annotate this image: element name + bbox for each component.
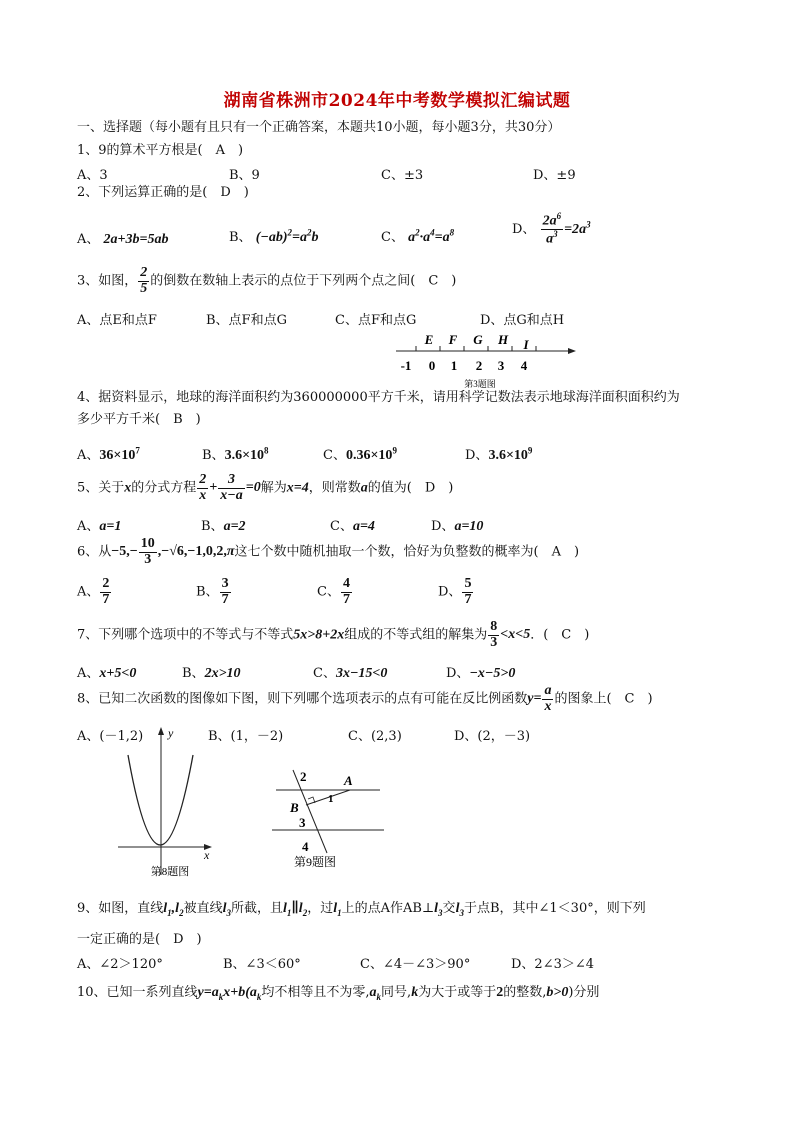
q4-option-c-label: C、 bbox=[323, 448, 346, 463]
q9-stem-pre: 9、如图，直线 bbox=[77, 901, 164, 916]
q10-line-equation: $y=a_kx+b(a_k$ bbox=[197, 985, 262, 1002]
q2-option-b-math: $(-ab)^2=a^2b$ bbox=[255, 227, 319, 245]
q2-stem: 2、下列运算正确的是( D ) bbox=[77, 185, 249, 200]
angle-4-label: 4 bbox=[302, 839, 309, 854]
tick-label-neg1: -1 bbox=[400, 358, 412, 373]
q9-line-l3: $l_3$ bbox=[222, 901, 231, 918]
q9-stem-mid3: ，过 bbox=[307, 901, 334, 916]
point-i-label: I bbox=[523, 337, 529, 352]
figure9-caption: 第9题图 bbox=[293, 855, 337, 869]
q8-stem bbox=[77, 684, 653, 714]
q5-stem-mid2: 解为 bbox=[260, 480, 287, 496]
q5-option-d bbox=[431, 515, 483, 535]
q6-stem-pre: 6、从 bbox=[77, 544, 112, 560]
tick-label-1: 1 bbox=[450, 358, 458, 373]
q2-option-b bbox=[229, 226, 319, 246]
q5-equation: $\frac{2}{x}$ + $\frac{3}{x-a}$ =0 bbox=[199, 472, 261, 503]
point-g-label: G bbox=[473, 332, 483, 347]
angle-1-label: 1 bbox=[328, 793, 334, 805]
tick-label-3: 3 bbox=[497, 358, 505, 373]
number-line-figure bbox=[390, 330, 590, 392]
q4-option-b-label: B、 bbox=[202, 448, 225, 463]
q6-option-d bbox=[438, 577, 474, 607]
q10-ak: $a_k$ bbox=[369, 985, 382, 1002]
q3-option-d: D、点G和点H bbox=[480, 313, 565, 328]
q2-option-d bbox=[512, 212, 591, 248]
q6-option-d-math: $\frac{5}{7}$ bbox=[464, 576, 472, 607]
q1-option-c: C、±3 bbox=[381, 168, 424, 183]
q6-option-a-label: A、 bbox=[77, 584, 100, 600]
q3-stem bbox=[77, 266, 456, 296]
q6-option-a-math: $\frac{2}{7}$ bbox=[102, 576, 110, 607]
q3-fraction: $\frac{2}{5}$ bbox=[140, 265, 148, 296]
q6-stem bbox=[77, 537, 579, 567]
point-a-label: A bbox=[344, 773, 353, 788]
q4-option-c bbox=[323, 444, 397, 464]
x-axis-label: x bbox=[204, 848, 210, 862]
q3-stem-pre: 3、如图， bbox=[77, 273, 138, 289]
q9-option-b: B、∠3＜60° bbox=[223, 957, 301, 972]
number-line-arrow bbox=[568, 348, 576, 354]
q7-option-d-label: D、 bbox=[446, 666, 470, 681]
q5-solution: x=4 bbox=[286, 480, 309, 496]
q5-stem-post: 的值为( D ) bbox=[367, 480, 454, 496]
q9-stem-line1 bbox=[77, 900, 646, 919]
q8-function: y= $\frac{a}{x}$ bbox=[527, 683, 552, 714]
q9-stem-mid4: 上的点A作AB⊥ bbox=[341, 901, 435, 916]
q7-option-c-label: C、 bbox=[313, 666, 336, 681]
q5-option-a bbox=[77, 515, 121, 535]
q7-solution-set: $\frac{8}{3}$ <x<5 bbox=[490, 619, 531, 650]
point-h-label: H bbox=[497, 332, 509, 347]
q6-option-b bbox=[196, 577, 232, 607]
q7-stem-post: ．( C ) bbox=[530, 627, 590, 643]
q3-option-a: A、点E和点F bbox=[77, 313, 157, 328]
q3-option-b: B、点F和点G bbox=[206, 313, 287, 328]
q1-stem: 1、9的算术平方根是( A ) bbox=[77, 143, 244, 158]
q4-option-b-math: $3.6\times 10^8$ bbox=[224, 445, 269, 463]
q9-line-l3-b: $l_3$ bbox=[434, 901, 443, 918]
q10-stem-mid2: 同号, bbox=[381, 985, 412, 1000]
q5-option-c bbox=[330, 515, 375, 535]
q7-option-a-math: x+5<0 bbox=[99, 666, 137, 681]
q9-option-a: A、∠2＞120° bbox=[77, 957, 163, 972]
q3-option-c: C、点F和点G bbox=[335, 313, 417, 328]
q9-stem-mid2: 所截，且 bbox=[230, 901, 283, 916]
q6-option-b-math: $\frac{3}{7}$ bbox=[221, 576, 229, 607]
point-b-label: B bbox=[290, 800, 299, 815]
q2-option-d-label: D、 bbox=[512, 222, 536, 238]
q5-option-d-label: D、 bbox=[431, 519, 455, 534]
q5-option-c-math: a=4 bbox=[352, 519, 375, 534]
q5-var-a: a bbox=[360, 480, 368, 496]
q4-option-d-math: $3.6\times 10^9$ bbox=[488, 445, 533, 463]
q5-stem bbox=[77, 473, 453, 503]
q9-stem-line2: 一定正确的是( D ) bbox=[77, 932, 202, 947]
y-axis-label: y bbox=[168, 726, 174, 740]
q8-stem-pre: 8、已知二次函数的图像如下图，则下列哪个选项表示的点有可能在反比例函数 bbox=[77, 691, 528, 707]
q9-option-d: D、2∠3＞∠4 bbox=[511, 957, 595, 972]
q6-option-c-math: $\frac{4}{7}$ bbox=[342, 576, 350, 607]
q10-stem-mid3: 为大于或等于 bbox=[418, 985, 497, 1000]
q2-option-d-math: $\frac{2a^6}{a^3}$ $=2a^3$ bbox=[542, 211, 591, 247]
q7-stem-pre: 7、下列哪个选项中的不等式与不等式 bbox=[77, 627, 294, 643]
q4-option-c-math: $0.36\times 10^9$ bbox=[345, 445, 397, 463]
q2-option-c-label: C、 bbox=[381, 230, 404, 245]
q10-stem bbox=[77, 984, 599, 1003]
angle-3-label: 3 bbox=[299, 815, 306, 830]
q4-option-d bbox=[465, 444, 532, 464]
q3-stem-post: 的倒数在数轴上表示的点位于下列两个点之间( C ) bbox=[150, 273, 457, 289]
q8-option-a: A、(－1,2) bbox=[77, 729, 144, 744]
q1-option-b: B、9 bbox=[229, 168, 260, 183]
q10-stem-mid4: 的整数, bbox=[503, 985, 547, 1000]
q7-option-b bbox=[182, 662, 241, 682]
point-e-label: E bbox=[424, 332, 434, 347]
q10-k: k bbox=[411, 985, 419, 1000]
y-axis-arrow bbox=[158, 727, 164, 735]
q8-option-b: B、(1，－2) bbox=[208, 729, 284, 744]
q7-option-c bbox=[313, 662, 387, 682]
q7-option-d-math: −x−5>0 bbox=[469, 666, 516, 681]
q7-stem bbox=[77, 620, 589, 650]
q4-option-b bbox=[202, 444, 269, 464]
q10-stem-post: )分别 bbox=[568, 985, 600, 1000]
q9-lines-l1-l2: $l_1,l_2$ bbox=[163, 901, 184, 918]
section-heading: 一、选择题（每小题有且只有一个正确答案，本题共10小题，每小题3分，共30分） bbox=[77, 120, 561, 135]
q7-option-d bbox=[446, 662, 515, 682]
q5-option-d-math: a=10 bbox=[454, 519, 484, 534]
figure8-caption: 第8题图 bbox=[150, 866, 190, 878]
q10-b-positive: b>0 bbox=[546, 985, 569, 1000]
page-title: 湖南省株洲市2024年中考数学模拟汇编试题 bbox=[223, 91, 571, 111]
q8-stem-post: 的图象上( C ) bbox=[554, 691, 653, 707]
q9-stem-mid5: 交 bbox=[442, 901, 456, 916]
q9-parallel: $l_1\parallel l_2$ bbox=[282, 901, 308, 918]
parabola-figure bbox=[112, 725, 222, 885]
q9-line-l3-c: $l_3$ bbox=[455, 901, 464, 918]
q10-two: 2 bbox=[496, 985, 504, 1000]
q4-option-a bbox=[77, 444, 140, 464]
q10-stem-pre: 10、已知一系列直线 bbox=[77, 985, 198, 1000]
q6-option-b-label: B、 bbox=[196, 584, 219, 600]
q4-option-a-label: A、 bbox=[77, 448, 100, 463]
q6-stem-post: 这七个数中随机抽取一个数，恰好为负整数的概率为( A ) bbox=[234, 544, 580, 560]
q8-option-d: D、(2，－3) bbox=[454, 729, 531, 744]
q5-var-x: x bbox=[124, 480, 132, 496]
q7-option-a-label: A、 bbox=[77, 666, 100, 681]
q7-inequality: 5x>8+2x bbox=[293, 627, 345, 643]
tick-label-0: 0 bbox=[428, 358, 436, 373]
q7-option-b-label: B、 bbox=[182, 666, 205, 681]
q4-stem-line1: 4、据资料显示，地球的海洋面积约为360000000平方千米，请用科学记数法表示地球海洋面积面积约为 bbox=[77, 390, 680, 405]
q4-stem-line2: 多少平方千米( B ) bbox=[77, 412, 201, 427]
q5-option-b-math: a=2 bbox=[223, 519, 246, 534]
point-f-label: F bbox=[448, 332, 458, 347]
q9-stem-post: 于点B，其中∠1＜30°，则下列 bbox=[463, 901, 646, 916]
q8-option-c: C、(2,3) bbox=[348, 729, 402, 744]
q4-option-a-math: $36\times 10^7$ bbox=[99, 445, 140, 463]
q2-option-a-label: A、 bbox=[77, 232, 100, 247]
q2-option-c bbox=[381, 226, 454, 246]
q10-stem-mid1: 均不相等且不为零, bbox=[261, 985, 370, 1000]
q6-option-d-label: D、 bbox=[438, 584, 462, 600]
tick-label-2: 2 bbox=[475, 358, 483, 373]
q7-option-b-math: 2x>10 bbox=[204, 666, 241, 681]
q5-option-a-math: a=1 bbox=[99, 519, 122, 534]
q6-option-a bbox=[77, 577, 112, 607]
tick-label-4: 4 bbox=[520, 358, 528, 373]
q7-stem-mid: 组成的不等式组的解集为 bbox=[344, 627, 488, 643]
q5-option-b-label: B、 bbox=[201, 519, 224, 534]
q2-option-a bbox=[77, 228, 169, 248]
q5-stem-mid1: 的分式方程 bbox=[131, 480, 197, 496]
q6-number-list: −5,− $\frac{10}{3}$ ,−√6,−1,0,2,π bbox=[111, 536, 235, 567]
q2-option-a-math: 2a+3b=5ab bbox=[103, 232, 169, 247]
q9-option-c: C、∠4－∠3＞90° bbox=[360, 957, 471, 972]
angle-2-label: 2 bbox=[300, 769, 307, 784]
parallel-lines-figure bbox=[270, 765, 390, 877]
q5-option-b bbox=[201, 515, 246, 535]
q1-option-d: D、±9 bbox=[533, 168, 576, 183]
q5-option-a-label: A、 bbox=[77, 519, 100, 534]
q7-option-a bbox=[77, 662, 136, 682]
q7-option-c-math: 3x−15<0 bbox=[335, 666, 388, 681]
q9-stem-mid1: 被直线 bbox=[183, 901, 223, 916]
q5-stem-mid3: ，则常数 bbox=[308, 480, 361, 496]
q2-option-b-label: B、 bbox=[229, 230, 252, 245]
q4-option-d-label: D、 bbox=[465, 448, 489, 463]
q1-option-a: A、3 bbox=[77, 168, 108, 183]
q5-stem-pre: 5、关于 bbox=[77, 480, 125, 496]
figure3-caption: 第3题图 bbox=[464, 379, 496, 389]
q9-line-l1: $l_1$ bbox=[333, 901, 342, 918]
q2-option-c-math: $a^2\cdot a^4=a^8$ bbox=[408, 227, 455, 245]
q6-option-c-label: C、 bbox=[317, 584, 340, 600]
q6-option-c bbox=[317, 577, 353, 607]
q5-option-c-label: C、 bbox=[330, 519, 353, 534]
